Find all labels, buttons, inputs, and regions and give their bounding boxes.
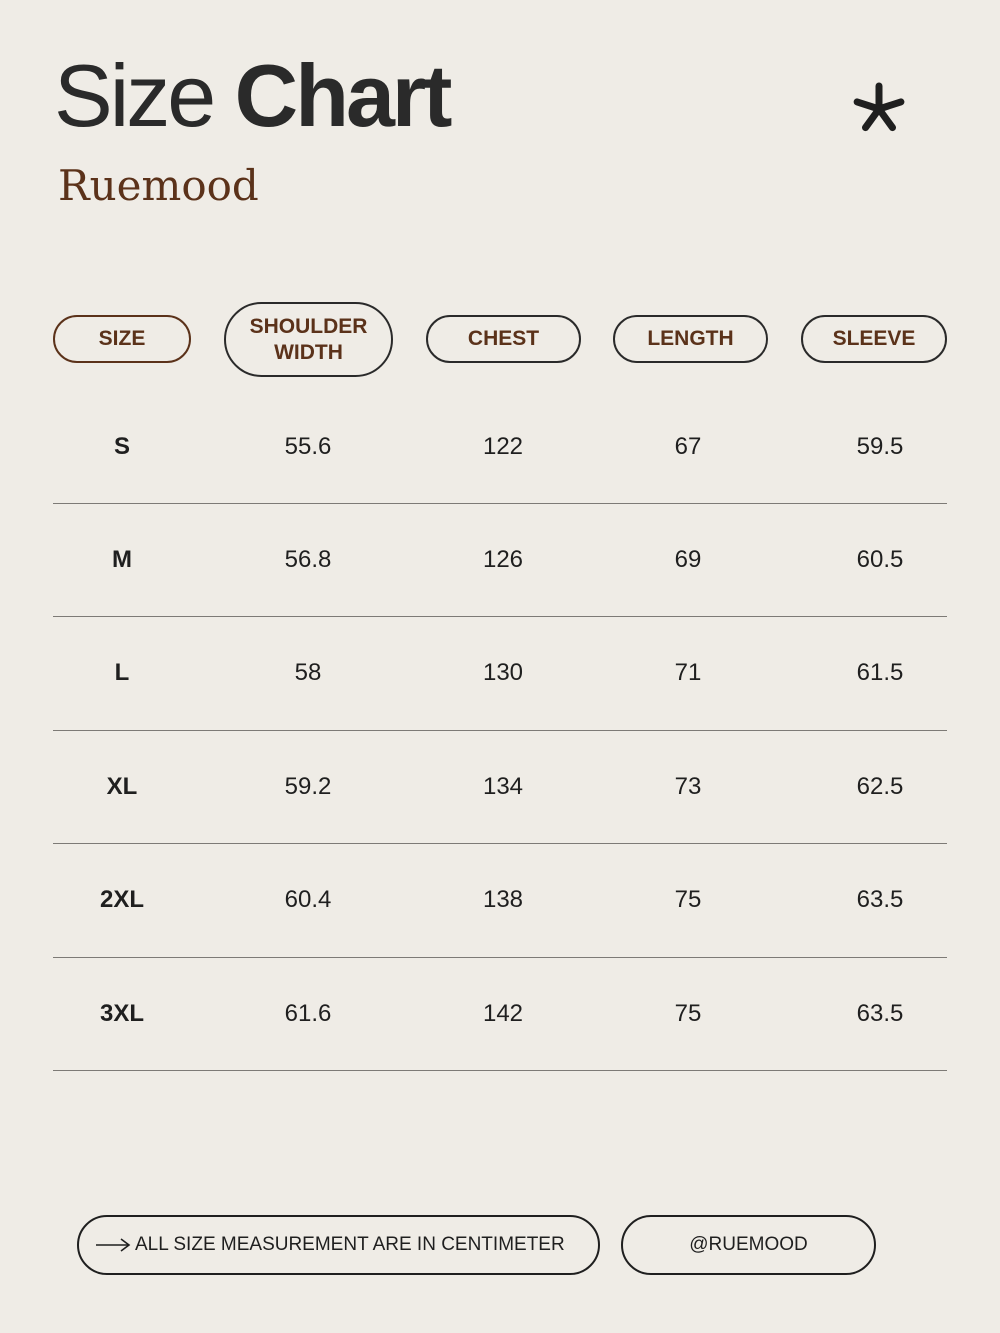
sleeve-cell: 59.5 <box>856 432 904 460</box>
arrow-right-icon <box>95 1237 131 1253</box>
size-cell: 2XL <box>99 885 144 913</box>
chest-cell: 134 <box>482 772 524 800</box>
table-row <box>0 390 1000 503</box>
size-cell: 3XL <box>99 999 144 1027</box>
asterisk-icon <box>850 80 908 138</box>
table-row <box>0 843 1000 956</box>
page-title <box>54 46 450 145</box>
length-cell: 75 <box>674 999 702 1027</box>
sleeve-cell: 60.5 <box>856 545 904 573</box>
chest-cell: 126 <box>482 545 524 573</box>
table-row <box>0 616 1000 729</box>
chest-cell: 142 <box>482 999 524 1027</box>
table-row <box>0 957 1000 1070</box>
sleeve-cell: 63.5 <box>856 885 904 913</box>
length-cell: 73 <box>674 772 702 800</box>
sleeve-cell: 62.5 <box>856 772 904 800</box>
row-divider <box>53 1070 947 1071</box>
column-header-chest: CHEST <box>426 315 581 363</box>
chest-cell: 122 <box>482 432 524 460</box>
social-handle[interactable]: @RUEMOOD <box>621 1215 876 1275</box>
length-cell: 67 <box>674 432 702 460</box>
column-header-length: LENGTH <box>613 315 768 363</box>
shoulder-width-cell: 59.2 <box>284 772 332 800</box>
shoulder-width-cell: 55.6 <box>284 432 332 460</box>
sleeve-cell: 63.5 <box>856 999 904 1027</box>
shoulder-width-cell: 56.8 <box>284 545 332 573</box>
size-cell: S <box>113 432 130 460</box>
chest-cell: 138 <box>482 885 524 913</box>
chest-cell: 130 <box>482 658 524 686</box>
column-header-shoulder-width: SHOULDER WIDTH <box>224 302 393 377</box>
title-bold: Chart <box>234 46 450 145</box>
column-header-size: SIZE <box>53 315 191 363</box>
table-row <box>0 730 1000 843</box>
size-cell: L <box>114 658 130 686</box>
length-cell: 71 <box>674 658 702 686</box>
column-header-sleeve: SLEEVE <box>801 315 947 363</box>
shoulder-width-cell: 60.4 <box>284 885 332 913</box>
shoulder-width-cell: 61.6 <box>284 999 332 1027</box>
title-light: Size <box>54 46 214 145</box>
brand-name: Ruemood <box>58 161 259 210</box>
sleeve-cell: 61.5 <box>856 658 904 686</box>
measurement-note <box>77 1215 600 1275</box>
table-row <box>0 503 1000 616</box>
length-cell: 69 <box>674 545 702 573</box>
size-cell: XL <box>106 772 138 800</box>
size-cell: M <box>112 545 132 573</box>
measurement-note-text: ALL SIZE MEASUREMENT ARE IN CENTIMETER <box>135 1234 565 1255</box>
shoulder-width-cell: 58 <box>294 658 322 686</box>
length-cell: 75 <box>674 885 702 913</box>
